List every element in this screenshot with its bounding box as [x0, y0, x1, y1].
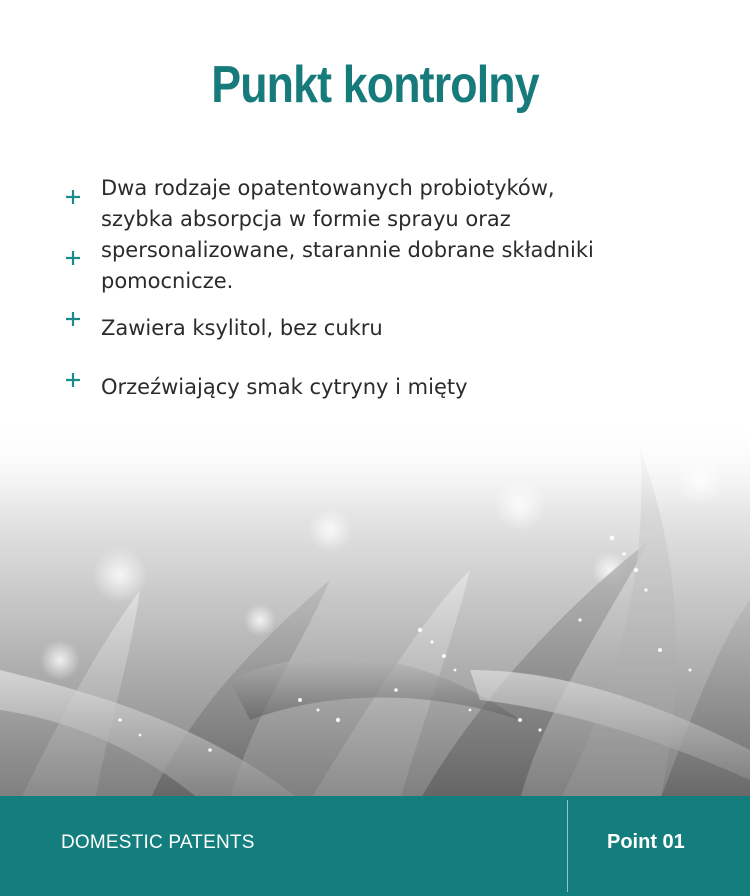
feature-text-line: spersonalizowane, starannie dobrane składniki	[101, 238, 594, 262]
grass-photo	[0, 420, 750, 800]
plus-icon	[64, 188, 82, 206]
footer-bar	[0, 796, 750, 896]
footer-divider	[567, 800, 568, 892]
feature-text-line: pomocnicze.	[101, 269, 234, 293]
feature-text-line: Zawiera ksylitol, bez cukru	[101, 316, 383, 340]
feature-text-line: szybka absorpcja w formie sprayu oraz	[101, 207, 511, 231]
plus-icon	[64, 249, 82, 267]
feature-list	[0, 0, 750, 430]
feature-text-line: Dwa rodzaje opatentowanych probiotyków,	[101, 176, 555, 200]
plus-icon	[64, 310, 82, 328]
plus-icon	[64, 371, 82, 389]
footer-point-label: Point 01	[607, 831, 685, 853]
feature-text-line: Orzeźwiający smak cytryny i mięty	[101, 375, 468, 399]
page-title: Punkt kontrolny	[211, 56, 539, 114]
footer-domestic-patents-label: DOMESTIC PATENTS	[61, 832, 255, 853]
